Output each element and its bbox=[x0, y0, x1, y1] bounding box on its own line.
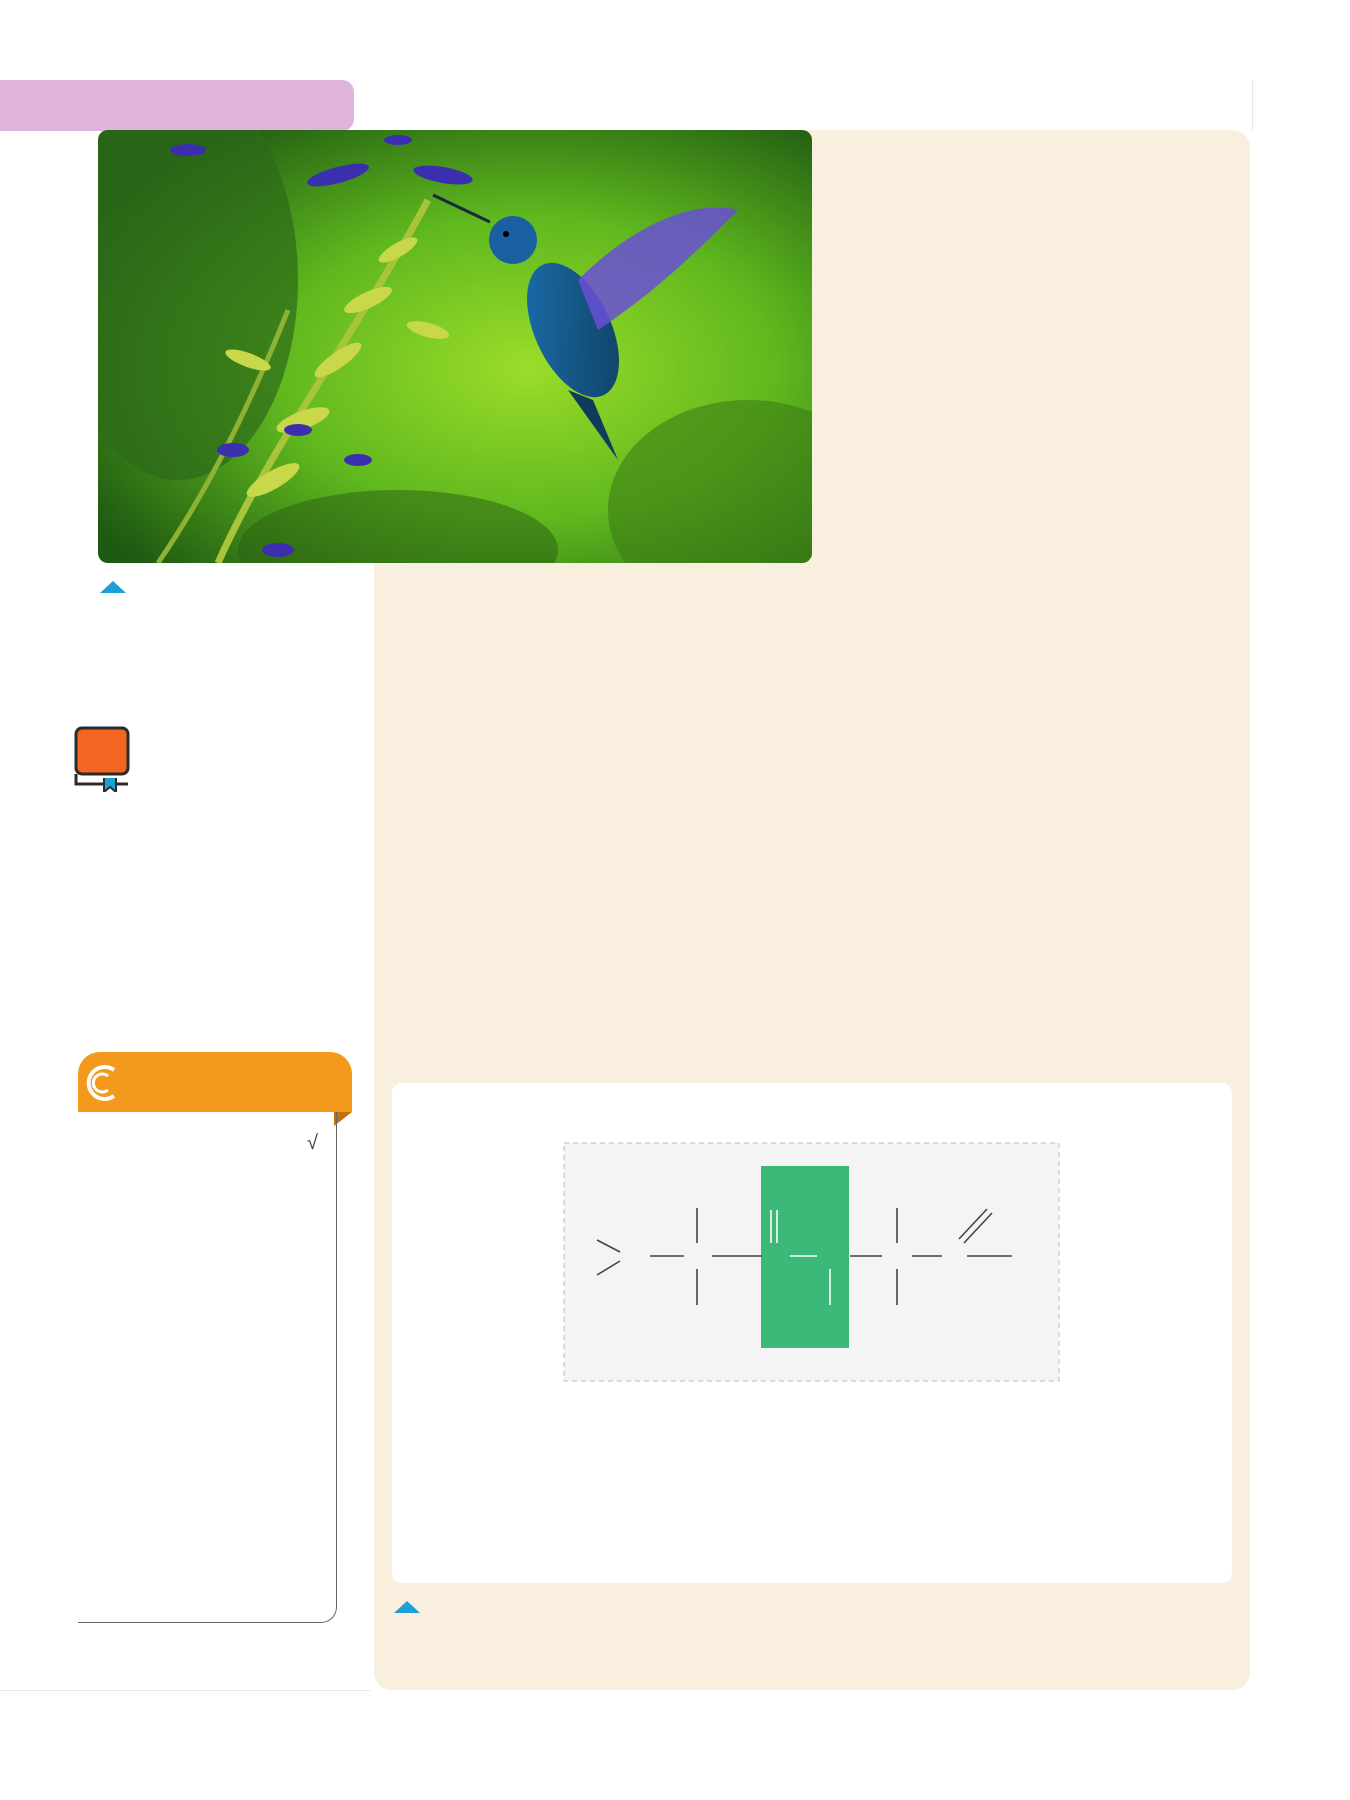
protein-structure-diagram bbox=[392, 1083, 1232, 1583]
hummingbird-photo bbox=[98, 130, 812, 563]
matematica-header bbox=[78, 1052, 352, 1112]
matematica-box bbox=[78, 1112, 337, 1623]
matematica-text: √ bbox=[307, 1132, 318, 1154]
glossary bbox=[72, 722, 354, 794]
figure-caption-marker-icon bbox=[394, 1601, 420, 1613]
matematica-icon bbox=[80, 1060, 126, 1106]
dua-tab bbox=[0, 80, 354, 131]
caption-marker-icon bbox=[100, 581, 126, 593]
footer-rule bbox=[0, 1690, 370, 1691]
page-divider bbox=[1252, 80, 1253, 130]
dictionary-icon bbox=[72, 726, 132, 792]
hummingbird-illustration bbox=[98, 130, 812, 563]
peptide-bond-highlight bbox=[761, 1166, 849, 1348]
